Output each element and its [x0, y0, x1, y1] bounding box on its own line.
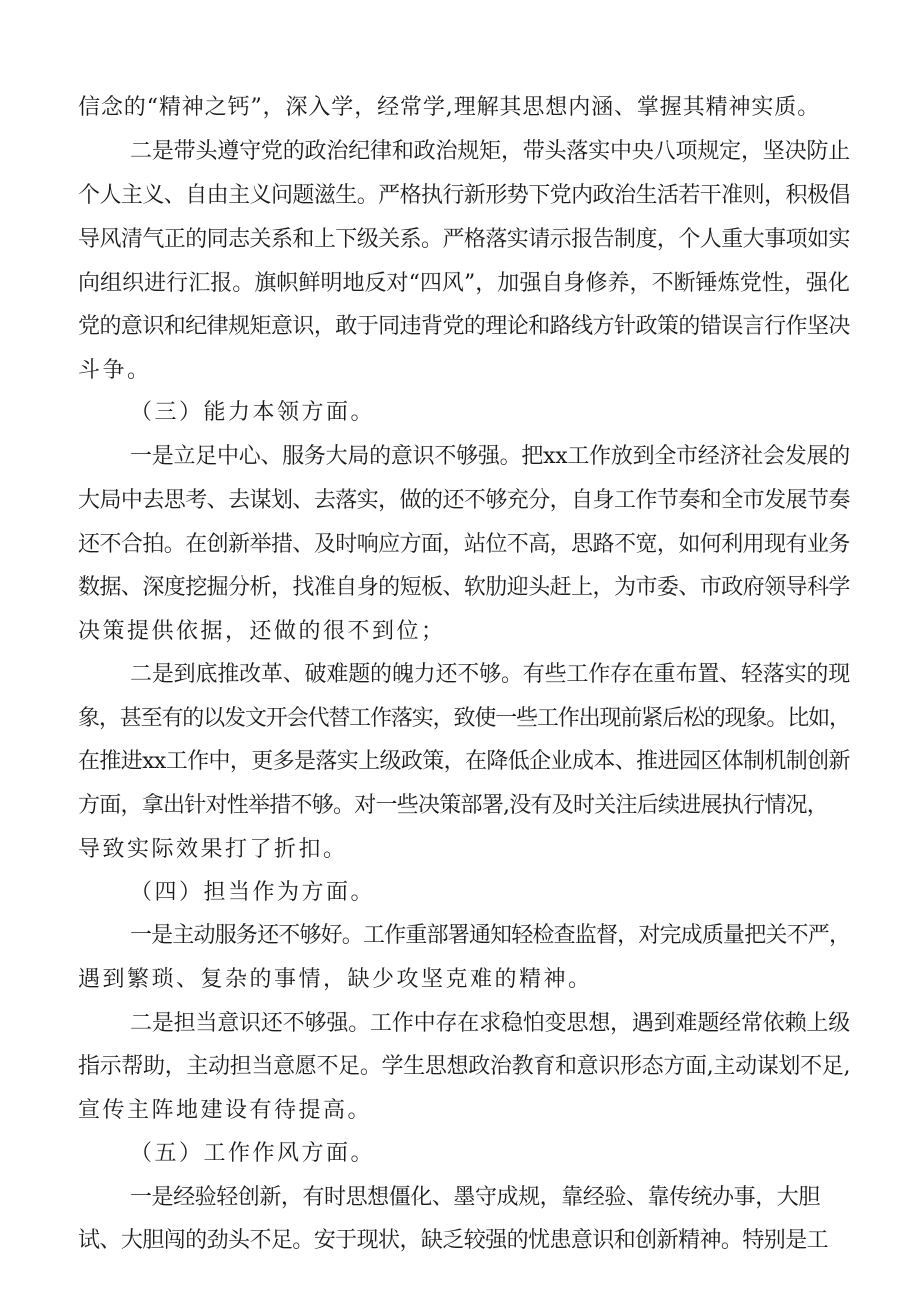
- line-text: 在推进xx工作中，更多是落实上级政策，在降低企业成本、推进园区体制机制创新: [78, 749, 850, 774]
- line-text: 个人主义、自由主义问题滋生。严格执行新形势下党内政治生活若干准则，积极倡: [78, 183, 850, 208]
- line-text: （三）能力本领方面。: [130, 400, 376, 425]
- text-line-l23: [0, 1047, 920, 1087]
- line-text: 大局中去思考、去谋划、去落实，做的还不够充分，自身工作节奏和全市发展节奏: [78, 488, 850, 513]
- text-line-l11: [0, 525, 920, 565]
- text-line-l01: [0, 88, 920, 128]
- text-line-l15: [0, 699, 920, 739]
- text-line-l05: [0, 264, 920, 304]
- text-line-l17: [0, 786, 920, 826]
- text-line-l24: [0, 1091, 920, 1131]
- text-line-l12: [0, 568, 920, 608]
- line-text: 象，甚至有的以发文开会代替工作落实，致使一些工作出现前紧后松的现象。比如，: [78, 706, 850, 731]
- text-line-l26: [0, 1178, 920, 1218]
- text-line-l06: [0, 307, 920, 347]
- text-line-l21: [0, 960, 920, 1000]
- text-line-l22: [0, 1004, 920, 1044]
- line-text: 向组织进行汇报。旗帜鲜明地反对“四风”，加强自身修养，不断锤炼党性，强化: [78, 271, 850, 296]
- text-line-l08: [0, 393, 920, 433]
- line-text: 方面，拿出针对性举措不够。对一些决策部署,没有及时关注后续进展执行情况，: [78, 793, 828, 818]
- line-text: 一是主动服务还不够好。工作重部署通知轻检查监督，对完成质量把关不严，: [130, 923, 851, 948]
- line-text: 信念的“精神之钙”，深入学，经常学,理解其思想内涵、掌握其精神实质。: [78, 95, 821, 120]
- text-line-l10: [0, 481, 920, 521]
- line-text: 试、大胆闯的劲头不足。安于现状，缺乏较强的忧患意识和创新精神。特别是工: [78, 1228, 829, 1253]
- text-line-l19: [0, 873, 920, 913]
- line-text: 二是到底推改革、破难题的魄力还不够。有些工作存在重布置、轻落实的现: [130, 662, 851, 687]
- text-line-l18: [0, 830, 920, 870]
- line-text: （五）工作作风方面。: [130, 1141, 376, 1166]
- line-text: 宣传主阵地建设有待提高。: [78, 1098, 373, 1123]
- line-text: 导致实际效果打了折扣。: [78, 837, 348, 862]
- line-text: 党的意识和纪律规矩意识，敢于同违背党的理论和路线方针政策的错误言行作坚决: [78, 314, 850, 339]
- text-line-l27: [0, 1221, 920, 1261]
- line-text: 二是带头遵守党的政治纪律和政治规矩，带头落实中央八项规定，坚决防止: [130, 139, 851, 164]
- text-line-l14: [0, 655, 920, 695]
- line-text: 一是立足中心、服务大局的意识不够强。把xx工作放到全市经济社会发展的: [130, 444, 850, 469]
- text-line-l16: [0, 742, 920, 782]
- text-line-l09: [0, 437, 920, 477]
- text-line-l07: [0, 351, 920, 391]
- line-text: 导风清气正的同志关系和上下级关系。严格落实请示报告制度，个人重大事项如实: [78, 227, 850, 252]
- line-text: 还不合拍。在创新举措、及时响应方面，站位不高，思路不宽，如何利用现有业务: [78, 532, 850, 557]
- line-text: 遇到繁琐、复杂的事情，缺少攻坚克难的精神。: [78, 967, 593, 992]
- text-line-l02: [0, 132, 920, 172]
- line-text: 一是经验轻创新，有时思想僵化、墨守成规，靠经验、靠传统办事，大胆: [130, 1185, 820, 1210]
- line-text: 二是担当意识还不够强。工作中存在求稳怕变思想，遇到难题经常依赖上级: [130, 1011, 851, 1036]
- line-text: 数据、深度挖掘分析，找准自身的短板、软肋迎头赶上，为市委、市政府领导科学: [78, 575, 850, 600]
- text-line-l25: [0, 1134, 920, 1174]
- text-line-l20: [0, 916, 920, 956]
- text-line-l04: [0, 220, 920, 260]
- line-text: 决策提供依据，还做的很不到位；: [78, 619, 446, 644]
- line-text: 斗争。: [78, 358, 152, 383]
- line-text: 指示帮助，主动担当意愿不足。学生思想政治教育和意识形态方面,主动谋划不足,: [78, 1054, 851, 1079]
- text-line-l03: [0, 176, 920, 216]
- text-line-l13: [0, 612, 920, 652]
- line-text: （四）担当作为方面。: [130, 880, 376, 905]
